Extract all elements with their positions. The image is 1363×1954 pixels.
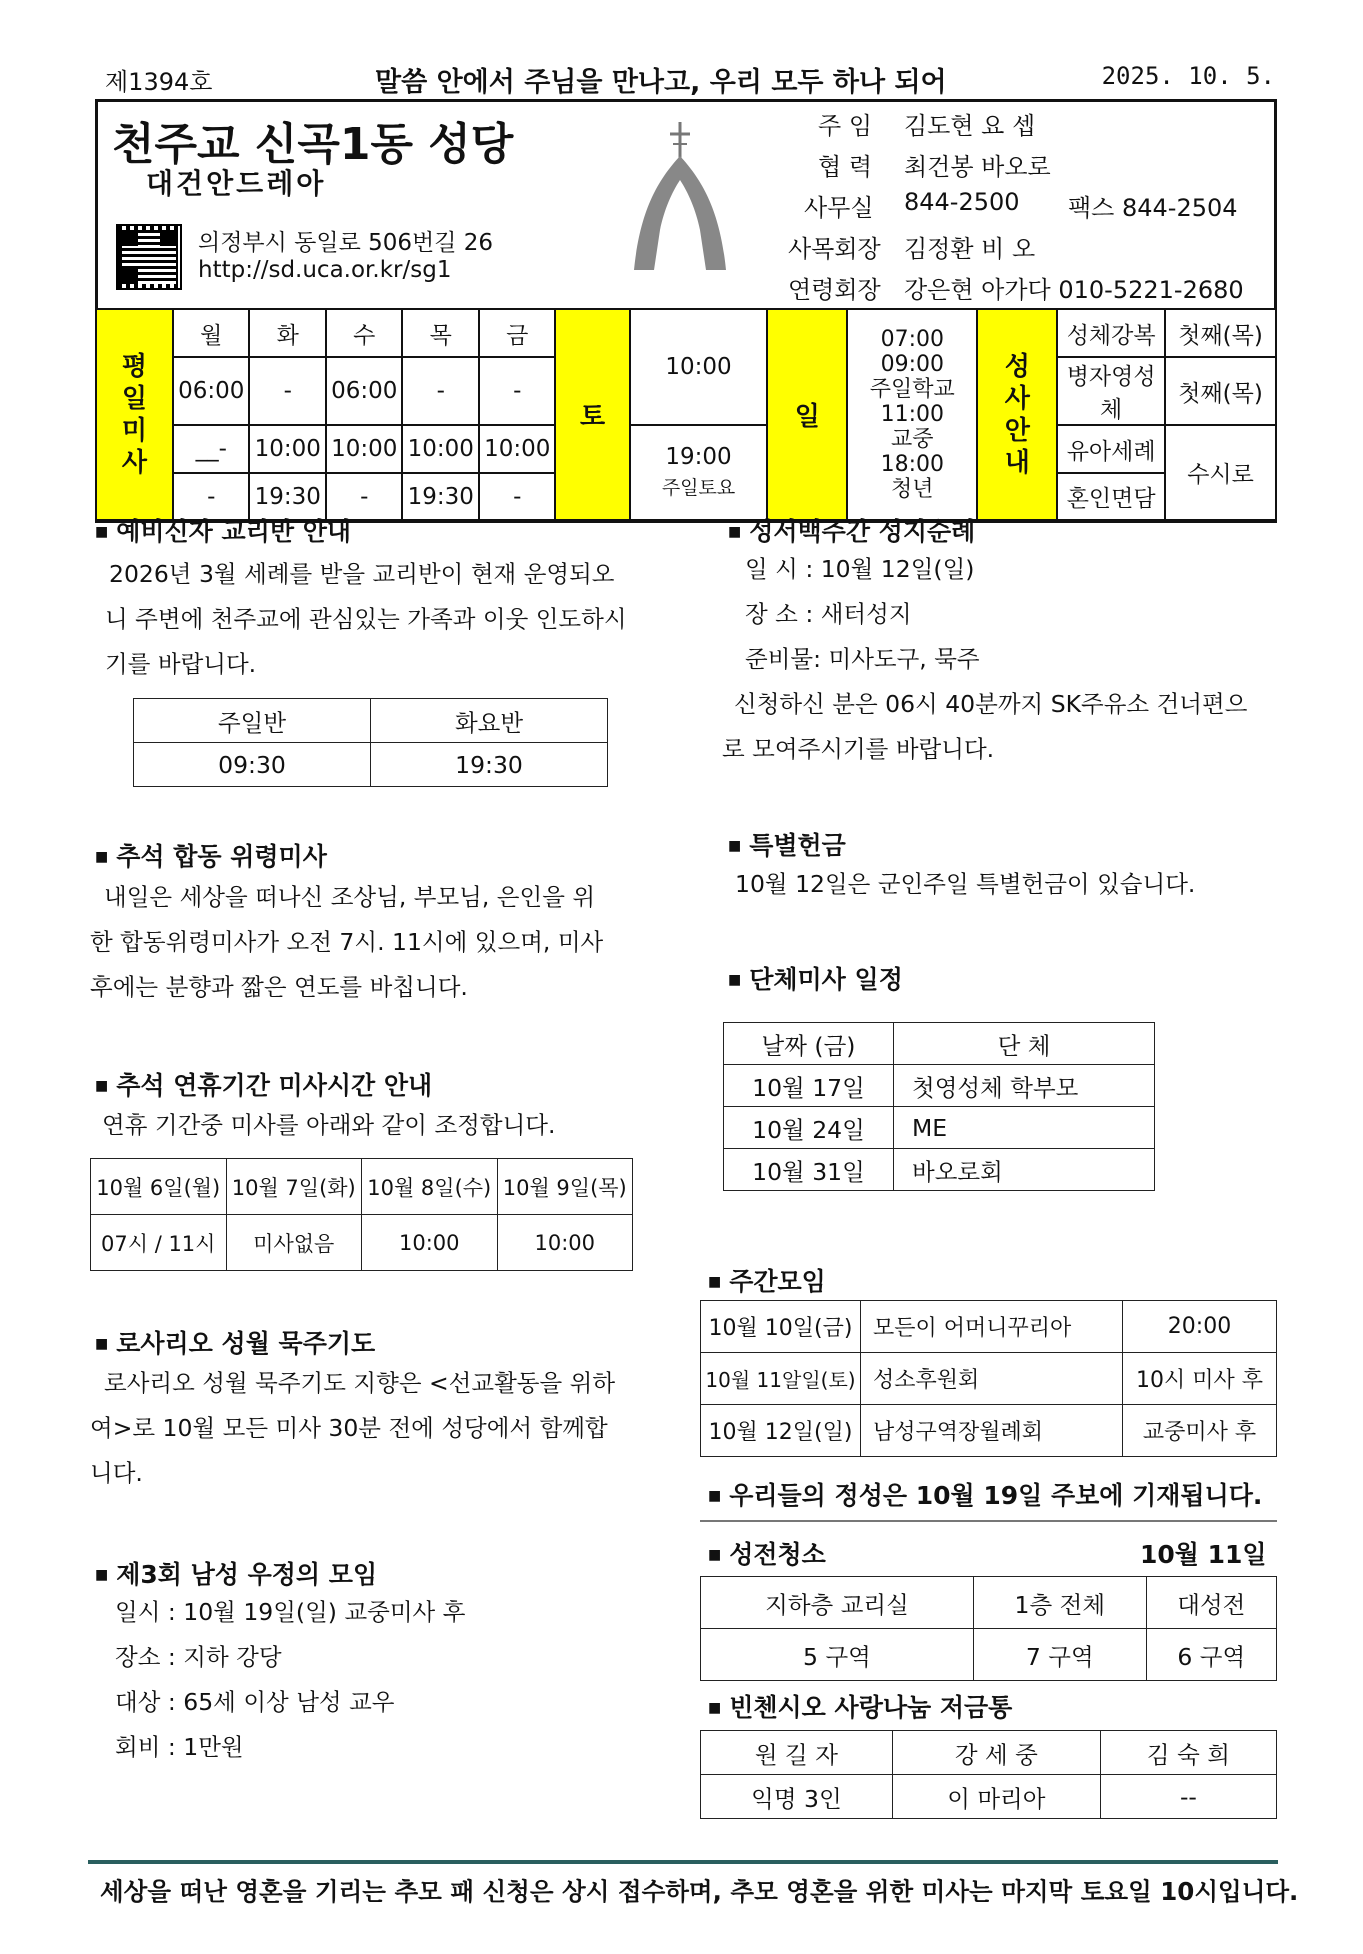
parish-url[interactable]: http://sd.uca.or.kr/sg1	[198, 257, 452, 283]
qr-code-icon[interactable]	[116, 224, 182, 290]
svg-text:Ω: Ω	[682, 248, 693, 264]
sacrament-when: 수시로	[1165, 425, 1276, 521]
mass-schedule-table	[95, 308, 1277, 523]
fax-number: 팩스 844-2504	[1068, 194, 1238, 222]
pilgrimage-details: 일 시 : 10월 12일(일) 장 소 : 새터성지 준비물: 미사도구, 묵주	[745, 555, 980, 673]
sacrament-when: 첫째(목)	[1165, 357, 1276, 425]
day-header: 목	[402, 309, 479, 357]
saturday-label: 토	[555, 309, 629, 521]
catechumen-text: 2026년 3월 세례를 받을 교리반이 현재 운영되오 니 주변에 천주교에 관심있는 가족과 이웃 인도하시 기를 바랍니다.	[105, 560, 627, 678]
sacrament-when: 첫째(목)	[1165, 309, 1276, 357]
parish-name: 천주교 신곡1동 성당	[112, 119, 514, 170]
svg-text:A: A	[668, 248, 678, 264]
mass-time: -	[402, 357, 479, 425]
pilgrimage-title: ■ 성서백주간 성지순례	[728, 512, 975, 548]
mass-time: 19:30	[402, 473, 479, 521]
office-phone: 844-2500	[904, 188, 1020, 216]
mass-time: -	[249, 357, 326, 425]
staff-name: 강은현 아가다 010-5221-2680	[904, 276, 1244, 304]
sacrament-name: 혼인면담	[1057, 473, 1165, 521]
mass-time: -	[326, 473, 403, 521]
weekly-meetings-title: ■ 주간모임	[708, 1262, 826, 1298]
motto: 말씀 안에서 주님을 만나고, 우리 모두 하나 되어	[375, 67, 947, 98]
patron-saint: 대건안드레아	[146, 167, 327, 200]
parish-header	[95, 99, 1277, 308]
staff-name: 최건봉 바오로	[904, 153, 1051, 181]
mass-time: 19:30	[249, 473, 326, 521]
mass-time: -	[479, 473, 556, 521]
divider	[700, 1520, 1277, 1522]
special-offering-text: 10월 12일은 군인주일 특별헌금이 있습니다.	[735, 870, 1196, 898]
mass-time: 06:00	[173, 357, 250, 425]
sacrament-guide-label: 성 사 안 내	[977, 309, 1057, 521]
day-header: 수	[326, 309, 403, 357]
vincent-table: 원 길 자 강 세 중 김 숙 희 익명 3인 이 마리아 --	[700, 1730, 1277, 1819]
staff-role: 사목회장	[788, 235, 881, 263]
cleaning-table: 지하층 교리실 1층 전체 대성전 5 구역 7 구역 6 구역	[700, 1576, 1277, 1681]
chuseok-mass-title: ■ 추석 합동 위령미사	[95, 837, 327, 873]
day-header: 금	[479, 309, 556, 357]
day-header: 화	[249, 309, 326, 357]
staff-name: 김도현 요 셉	[904, 112, 1036, 140]
rosary-title: ■ 로사리오 성월 묵주기도	[95, 1324, 375, 1360]
masthead-bar	[95, 56, 1275, 98]
saturday-time: 10:00	[630, 309, 768, 425]
staff-name: 김정환 비 오	[904, 235, 1036, 263]
parish-logo-icon	[628, 120, 732, 280]
group-mass-table: 날짜 (금) 단 체 10월 17일 첫영성체 학부모 10월 24일 ME 10월 31일 바오로회	[723, 1022, 1155, 1191]
staff-role: 연령회장	[788, 276, 881, 304]
parish-address: 의정부시 동일로 506번길 26	[198, 230, 494, 256]
weekday-mass-label: 평 일 미 사	[96, 309, 173, 521]
catechumen-title: ■ 예비신자 교리반 안내	[95, 512, 351, 548]
group-mass-title: ■ 단체미사 일정	[728, 960, 903, 996]
chuseok-mass-text: 내일은 세상을 떠나신 조상님, 부모님, 은인을 위 한 합동위령미사가 오전 7시. 11시에 있으며, 미사 후에는 분향과 짧은 연도를 바칩니다.	[90, 883, 604, 1001]
men-meeting-text: 일시 : 10월 19일(일) 교중미사 후 장소 : 지하 강당 대상 : 65세 이상 남성 교우 회비 : 1만원	[115, 1598, 466, 1761]
footer-divider	[88, 1860, 1278, 1864]
saturday-evening: 19:00 주일토요	[630, 425, 768, 521]
mass-time: 10:00	[479, 425, 556, 473]
men-meeting-title: ■ 제3회 남성 우정의 모임	[95, 1555, 377, 1591]
mass-time: __-	[173, 425, 250, 473]
staff-role: 협 력	[818, 153, 872, 181]
staff-role: 주 임	[818, 112, 872, 140]
weekly-meetings-table: 10월 10일(금) 모든이 어머니꾸리아 20:00 10월 11알일(토) 성소후원회 10시 미사 후 10월 12일(일) 남성구역장월례회 교중미사 후	[700, 1300, 1277, 1457]
sunday-label: 일	[767, 309, 847, 521]
issue-date: 2025. 10. 5.	[1101, 62, 1275, 90]
mass-time: -	[173, 473, 250, 521]
pilgrimage-text: 신청하신 분은 06시 40분까지 SK주유소 건너편으 로 모여주시기를 바랍니다.	[722, 690, 1248, 763]
mass-time: 10:00	[326, 425, 403, 473]
cleaning-date: 10월 11일	[1140, 1540, 1267, 1569]
mass-time: 10:00	[402, 425, 479, 473]
special-offering-title: ■ 특별헌금	[728, 826, 846, 862]
footer-notice: 세상을 떠난 영혼을 기리는 추모 패 신청은 상시 접수하며, 추모 영혼을 위한 미사는 마지막 토요일 10시입니다.	[100, 1877, 1299, 1906]
holiday-mass-table: 10월 6일(월) 10월 7일(화) 10월 8일(수) 10월 9일(목) 07시 / 11시 미사없음 10:00 10:00	[90, 1158, 633, 1271]
cleaning-title: ■ 성전청소	[708, 1535, 826, 1571]
day-header: 월	[173, 309, 250, 357]
mass-time: 10:00	[249, 425, 326, 473]
sacrament-name: 성체강복	[1057, 309, 1165, 357]
sacrament-name: 유아세례	[1057, 425, 1165, 473]
rosary-text: 로사리오 성월 묵주기도 지향은 <선교활동을 위하 여>로 10월 모든 미사 30분 전에 성당에서 함께합 니다.	[90, 1369, 616, 1487]
offering-notice: ■ 우리들의 정성은 10월 19일 주보에 기재됩니다.	[708, 1476, 1262, 1512]
sacrament-name: 병자영성체	[1057, 357, 1165, 425]
mass-time: 06:00	[326, 357, 403, 425]
issue-number: 제1394호	[105, 68, 213, 96]
holiday-mass-title: ■ 추석 연휴기간 미사시간 안내	[95, 1066, 432, 1102]
vincent-title: ■ 빈첸시오 사랑나눔 저금통	[708, 1688, 1012, 1724]
staff-role: 사무실	[804, 194, 874, 222]
mass-time: -	[479, 357, 556, 425]
holiday-mass-text: 연휴 기간중 미사를 아래와 같이 조정합니다.	[102, 1111, 556, 1139]
sunday-times: 07:00 09:00 주일학교 11:00 교중 18:00 청년	[847, 309, 977, 521]
catechumen-table: 주일반 화요반 09:30 19:30	[133, 698, 608, 787]
